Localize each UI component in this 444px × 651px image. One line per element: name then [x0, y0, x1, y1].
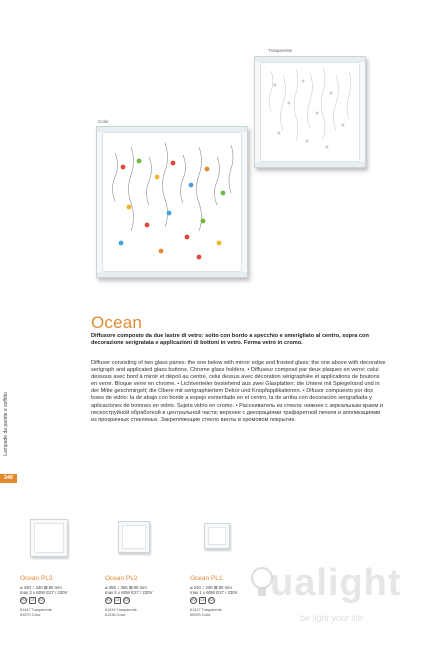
variant-dims-pl2: ⌀ 355 ↕ 355 ⊠ 90 mm	[105, 585, 147, 590]
variant-code-pl2-1: 61434 Trasparente	[105, 608, 137, 612]
variant-code-pl3-2: 61570 Color	[20, 613, 41, 617]
variant-code-pl2-2: 61036 Color	[105, 613, 126, 617]
product-title: Ocean	[91, 313, 143, 332]
section-side-label	[2, 381, 10, 467]
variant-name-pl2: Ocean PL2	[105, 575, 138, 582]
variant-name-pl3: Ocean PL3	[20, 575, 53, 582]
watermark-tagline: be light your life	[300, 613, 364, 623]
variant-code-pl1-2: 60993 Color	[190, 613, 211, 617]
multilang-text: Diffuser consisting of two glass panes: the one below with mirror edge and frosted glass; the one above with decorative serigraph and applicated glass buttons. Chrome glass holders. • Diffuseur composé par deux plaques en verre: celui dessous avec bord à miroir et dépoli au centre, celui dessus avec décoration sérigraphiée et applications de boutons en verre. Bloque verre en chrome. • Lichtverteiler bestehend aus zwei Glasplatten: die Untere mit Spiegelrand und in der Mitte geschmirgelt; die Obere mit serigraphiertem Dekor und Knopfapplikationen. • Difusor compuesto por dos loses de vidrio: la de abajo con borde a espejo esmerilado en el centro, la de arriba con decoración serigrafiada y aplicaciones de botones en vidrio. Sujeta vidrio en cromo. • Рассеиватель из стекла: нижнее с зеркальным краем и пескоструйной обработкой в центральной части; верхнее с декорациями трафаретной печати и аппликациями из прозрачных стекляных. Закрепляющие стекло винты в хромовом покрытие.	[91, 360, 386, 423]
variant-code-pl3-1: 61447 Trasparente	[20, 608, 52, 612]
ce-icon: CE	[200, 598, 205, 602]
variant-code-pl1-1: 61427 Trasparente	[190, 608, 222, 612]
variant-icons-pl2	[105, 597, 130, 604]
watermark-brand: ualight	[270, 562, 402, 604]
variant-image-pl1	[204, 523, 230, 549]
variant-power-pl3: max 3 x 60W E27 / 230V	[20, 590, 68, 595]
trasparente-decoration	[261, 63, 359, 161]
variant-dims-pl1: ⌀ 240 ↕ 240 ⊠ 90 mm	[190, 585, 232, 590]
color-label: Color	[98, 119, 109, 124]
product-description-italian	[91, 333, 386, 347]
variant-name-pl1: Ocean PL1	[190, 575, 223, 582]
color-decoration	[103, 133, 241, 271]
section-label-text: Lampade da parete e soffitto	[3, 392, 9, 456]
variant-icons-pl3	[20, 597, 45, 604]
variant-image-pl3	[30, 519, 68, 557]
bulb-icon: E27	[39, 598, 45, 602]
variant-dims-pl3: ⌀ 430 ↕ 430 ⊠ 90 mm	[20, 585, 62, 590]
variant-image-pl2	[118, 521, 150, 553]
variant-power-pl2: max 2 x 60W E27 / 230V	[105, 590, 153, 595]
variant-icons-pl1	[190, 597, 215, 604]
bulb-icon: E27	[124, 598, 130, 602]
product-image-trasparente	[254, 56, 366, 168]
italian-text: Diffusore composto da due lastre di vetro: sotto con bordo a specchio e smerigliato al centro, sopra con decorazione serigratata e applicazioni di bottoni in vetro. Ferma vetro in cromo.	[91, 333, 369, 347]
bulb-icon: E27	[209, 598, 215, 602]
ce-icon: CE	[30, 598, 35, 602]
brand-watermark	[250, 562, 440, 632]
ip20-icon: IP20	[106, 598, 113, 602]
ip20-icon: IP20	[21, 598, 28, 602]
page-number: 346	[0, 474, 17, 483]
ce-icon: CE	[115, 598, 120, 602]
product-image-color	[96, 126, 248, 278]
trasparente-label: Trasparente	[268, 48, 293, 53]
ip20-icon: IP20	[191, 598, 198, 602]
product-description-multilang	[91, 360, 386, 424]
variant-power-pl1: max 1 x 60W E27 / 230V	[190, 590, 238, 595]
